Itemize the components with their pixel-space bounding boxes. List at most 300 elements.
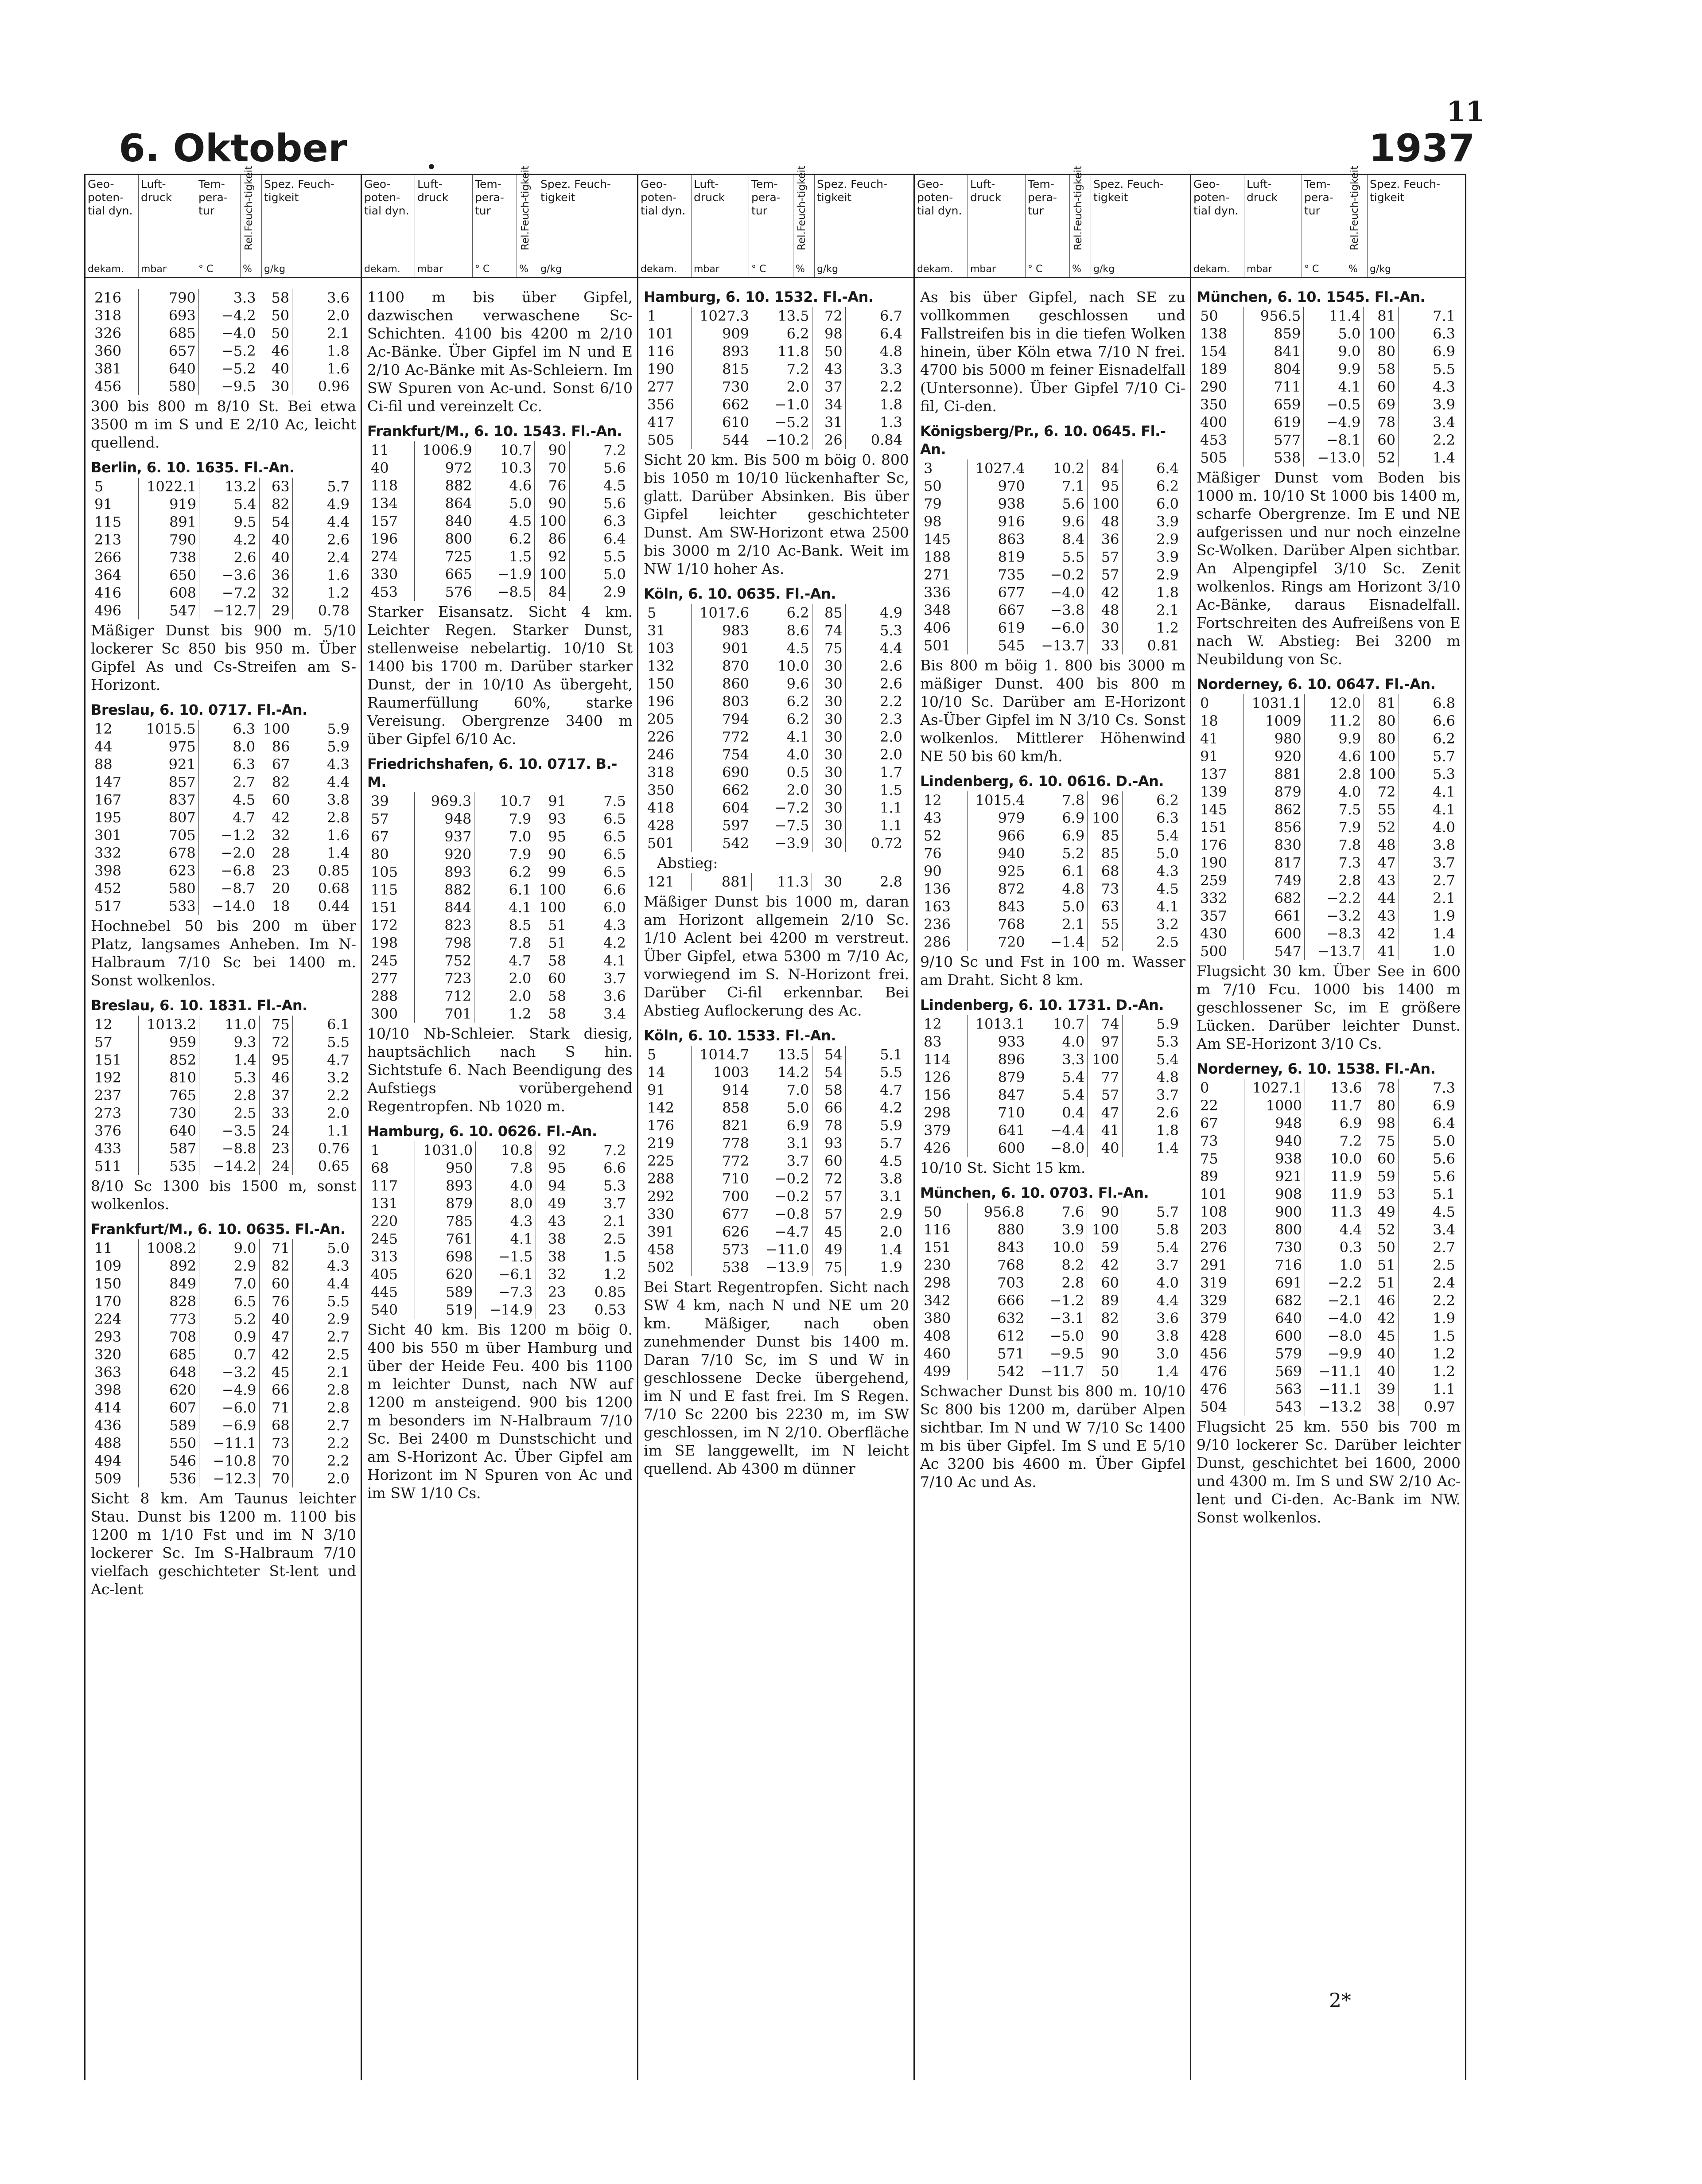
table-cell: 4.7 — [198, 809, 258, 826]
table-cell: −6.9 — [199, 1417, 259, 1434]
table-row — [91, 531, 352, 549]
table-cell: 4.5 — [845, 1152, 905, 1170]
table-cell: 286 — [924, 934, 951, 950]
table-cell: 5.1 — [845, 1046, 905, 1063]
descent-label: Abstieg: — [657, 854, 718, 872]
table-cell: 67 — [258, 755, 293, 773]
table-row — [91, 1399, 352, 1417]
table-cell: 940 — [967, 845, 1028, 862]
table-cell: 47 — [1088, 1104, 1122, 1121]
header-unit: ° C — [1028, 264, 1043, 275]
table-cell: −8.7 — [198, 880, 258, 897]
table-cell: 7.3 — [1398, 1079, 1458, 1097]
table-row — [91, 324, 352, 342]
table-cell: 121 — [647, 873, 675, 890]
table-cell: 196 — [371, 530, 398, 547]
table-cell: 90 — [1087, 1327, 1122, 1345]
table-cell: 4.0 — [752, 746, 812, 763]
table-cell: 893 — [415, 1177, 476, 1195]
table-row — [1197, 1309, 1458, 1327]
header-spez-feuchtigkeit — [538, 175, 637, 277]
table-cell: 89 — [1087, 1292, 1122, 1309]
header-geopotential — [1191, 175, 1244, 277]
table-cell: 2.7 — [1399, 872, 1458, 889]
table-row — [1197, 360, 1458, 378]
table-cell: 189 — [1200, 361, 1228, 378]
header-unit: mbar — [417, 264, 443, 275]
table-cell: 220 — [371, 1213, 398, 1230]
table-cell: −3.2 — [1304, 907, 1364, 925]
table-cell: 1.9 — [1398, 1309, 1458, 1327]
table-cell: −3.9 — [752, 834, 812, 852]
table-cell: 326 — [94, 325, 122, 342]
table-cell: 60 — [1087, 1274, 1122, 1292]
sounding-table — [920, 1015, 1181, 1157]
table-cell: 2.8 — [292, 1399, 352, 1417]
station-heading: Breslau, 6. 10. 1831. Fl.-An. — [91, 997, 307, 1014]
table-cell: −2.1 — [1305, 1292, 1365, 1309]
table-cell: 4.5 — [569, 477, 629, 494]
header-temperatur — [749, 175, 793, 277]
table-cell: 600 — [1244, 1327, 1305, 1345]
table-cell: 30 — [812, 834, 845, 852]
table-cell: 8.6 — [752, 622, 812, 639]
table-row — [1197, 1150, 1458, 1168]
table-cell: 101 — [1200, 1186, 1228, 1203]
table-row — [367, 1195, 629, 1212]
table-row — [91, 1292, 352, 1310]
table-cell: 30 — [812, 746, 845, 763]
table-cell: 42 — [259, 1346, 292, 1363]
table-cell: −3.6 — [199, 566, 259, 584]
table-cell: 620 — [415, 1265, 476, 1283]
table-cell: 667 — [967, 601, 1028, 619]
table-cell: 920 — [1243, 747, 1304, 765]
remarks-text: 8/10 Sc 1300 bis 1500 m, sonst wolkenlos. — [91, 1177, 356, 1213]
table-cell: 677 — [691, 1205, 752, 1223]
table-cell: 13.5 — [752, 1046, 812, 1063]
table-cell: 2.6 — [1122, 1104, 1181, 1121]
table-cell: 4.0 — [1304, 783, 1364, 801]
table-cell: 6.6 — [569, 1159, 629, 1177]
table-cell: 1013.1 — [967, 1015, 1028, 1033]
table-cell: 11.7 — [1305, 1097, 1365, 1114]
table-cell: 53 — [1365, 1185, 1398, 1203]
header-luftdruck — [415, 175, 473, 277]
table-cell: 980 — [1243, 730, 1304, 747]
table-cell: 0.72 — [845, 834, 905, 852]
table-cell: 563 — [1244, 1380, 1305, 1398]
table-cell: 11.9 — [1305, 1185, 1365, 1203]
table-cell: 85 — [1088, 827, 1122, 845]
table-row — [1197, 449, 1458, 467]
table-cell: 661 — [1243, 907, 1304, 925]
table-cell: 145 — [924, 531, 951, 548]
table-row — [91, 566, 352, 584]
table-cell: 74 — [812, 622, 845, 639]
table-cell: 43 — [536, 1212, 569, 1230]
header-label: Spez. Feuch-tigkeit — [817, 178, 887, 204]
table-cell: 292 — [647, 1188, 675, 1205]
table-cell: −13.0 — [1304, 449, 1364, 467]
table-row — [1197, 1185, 1458, 1203]
table-cell: 538 — [1244, 449, 1304, 467]
table-row — [920, 477, 1181, 495]
table-cell: 100 — [534, 899, 569, 916]
table-cell: 914 — [691, 1081, 752, 1099]
table-cell: 4.2 — [199, 531, 259, 549]
table-cell: 1027.3 — [691, 307, 752, 325]
table-cell: 690 — [691, 763, 752, 781]
remarks-text: 1100 m bis über Gipfel, dazwischen verwaschene Sc-Schichten. 4100 bis 4200 m 2/10 Ac-Bänke. Über Gipfel im N und E 2/10 Ac-Bänke mit As-Schleiern. Im SW Spuren von Ac-und. Sonst 6/10 Ci-fil und vereinzelt Cc. — [367, 288, 633, 415]
table-row — [1197, 765, 1458, 783]
column-header — [362, 165, 637, 278]
table-cell: 773 — [138, 1310, 199, 1328]
table-cell: 90 — [1087, 1203, 1122, 1221]
table-row — [91, 720, 352, 738]
table-cell: 0 — [1200, 695, 1209, 712]
table-row — [367, 1283, 629, 1301]
table-cell: 1.1 — [845, 817, 905, 834]
sounding-table — [367, 792, 629, 1023]
sounding-table — [644, 873, 905, 891]
table-cell: 1.4 — [845, 1241, 905, 1258]
table-row — [644, 604, 905, 622]
table-cell: 13.5 — [752, 307, 812, 325]
table-cell: 817 — [1243, 854, 1304, 872]
table-cell: 154 — [1200, 343, 1228, 360]
table-cell: 23 — [536, 1301, 569, 1319]
table-row — [91, 791, 352, 809]
table-cell: 72 — [259, 1033, 292, 1051]
table-cell: 82 — [258, 773, 293, 791]
table-cell: 6.2 — [474, 863, 534, 881]
table-cell: 7.8 — [474, 934, 534, 952]
table-cell: 137 — [1200, 766, 1228, 783]
table-cell: 712 — [415, 987, 474, 1005]
table-cell: 30 — [812, 710, 845, 728]
table-cell: 550 — [138, 1434, 199, 1452]
table-cell: −12.3 — [199, 1470, 259, 1487]
remarks-text: Mäßiger Dunst bis 900 m. 5/10 lockerer Sc 850 bis 950 m. Über Gipfel As und Cs-Streifen am S-Horizont. — [91, 622, 356, 693]
table-cell: 58 — [259, 289, 292, 307]
table-cell: 416 — [94, 584, 122, 601]
header-unit: dekam. — [917, 264, 953, 275]
table-cell: 33 — [259, 1104, 292, 1122]
table-cell: 60 — [1365, 1150, 1398, 1168]
table-cell: 52 — [1365, 1221, 1398, 1238]
table-cell: 1.7 — [845, 763, 905, 781]
header-label: Rel.Feuch-tigkeit — [243, 165, 255, 250]
table-cell: 2.7 — [1398, 1238, 1458, 1256]
table-cell: −6.8 — [198, 862, 258, 880]
table-cell: 205 — [647, 711, 675, 728]
table-row — [1197, 1203, 1458, 1221]
table-row — [920, 791, 1181, 809]
table-cell: 2.2 — [845, 378, 905, 396]
table-cell: 891 — [138, 513, 199, 531]
table-cell: 116 — [647, 343, 675, 360]
table-row — [644, 799, 905, 817]
table-row — [1197, 1114, 1458, 1132]
table-cell: 0.3 — [1305, 1238, 1365, 1256]
column-body — [85, 278, 361, 1598]
sounding-table — [644, 307, 905, 449]
table-cell: 3.9 — [1122, 513, 1181, 530]
table-cell: 768 — [967, 915, 1028, 933]
table-row — [920, 1139, 1181, 1157]
table-cell: 6.4 — [1398, 1114, 1458, 1132]
table-row — [91, 738, 352, 755]
table-cell: 856 — [1243, 818, 1304, 836]
table-cell: 100 — [1088, 1051, 1122, 1068]
table-cell: 970 — [967, 477, 1028, 495]
table-cell: 666 — [968, 1292, 1027, 1309]
table-row — [91, 809, 352, 826]
table-cell: 277 — [371, 970, 398, 987]
table-cell: 100 — [258, 720, 293, 738]
table-cell: 735 — [967, 566, 1028, 584]
table-cell: 828 — [138, 1292, 199, 1310]
sounding-table — [644, 1046, 905, 1276]
header-geopotential — [85, 175, 139, 277]
table-cell: 167 — [94, 791, 122, 808]
sounding-table — [920, 459, 1181, 654]
table-cell: 916 — [967, 513, 1028, 530]
table-cell: 6.9 — [1398, 343, 1458, 360]
header-unit: dekam. — [1193, 264, 1230, 275]
table-cell: 1.4 — [1122, 1139, 1181, 1157]
table-cell: 0.68 — [293, 880, 352, 897]
table-cell: 198 — [371, 934, 398, 951]
table-cell: 115 — [371, 881, 398, 898]
table-cell: 3.9 — [1398, 396, 1458, 413]
table-cell: 966 — [967, 827, 1028, 845]
table-cell: 376 — [94, 1122, 122, 1139]
table-cell: 115 — [94, 514, 122, 530]
table-cell: 4.1 — [1399, 783, 1458, 801]
table-cell: 1015.5 — [138, 720, 198, 738]
table-cell: −6.0 — [199, 1399, 259, 1417]
table-cell: 301 — [94, 827, 122, 844]
table-cell: 7.0 — [199, 1275, 259, 1292]
table-cell: 460 — [924, 1345, 951, 1362]
table-cell: 90 — [1087, 1345, 1122, 1363]
table-cell: −6.0 — [1028, 619, 1088, 637]
table-cell: −8.8 — [199, 1140, 259, 1157]
table-cell: 5.3 — [1399, 765, 1458, 783]
table-cell: 2.1 — [1399, 889, 1458, 907]
table-cell: 785 — [415, 1212, 476, 1230]
table-cell: 91 — [534, 792, 569, 810]
table-cell: −13.2 — [1305, 1398, 1365, 1416]
table-cell: 1.8 — [1122, 584, 1181, 601]
header-rel-feuchtigkeit — [793, 165, 815, 277]
header-geopotential — [638, 175, 692, 277]
table-cell: 1.3 — [845, 413, 905, 431]
data-columns — [84, 165, 1466, 2080]
table-cell: 488 — [94, 1435, 122, 1452]
header-temperatur — [473, 175, 517, 277]
table-row — [920, 1345, 1181, 1363]
table-cell: 76 — [924, 845, 942, 862]
table-cell: 68 — [1088, 862, 1122, 880]
table-cell: 176 — [1200, 837, 1228, 853]
table-cell: 348 — [924, 602, 951, 619]
table-row — [644, 657, 905, 675]
table-cell: 730 — [1244, 1238, 1305, 1256]
table-row — [644, 1205, 905, 1223]
table-cell: 3.9 — [1122, 548, 1181, 566]
table-cell: 99 — [534, 863, 569, 881]
table-cell: 870 — [691, 657, 752, 675]
header-label: Spez. Feuch-tigkeit — [264, 178, 334, 204]
table-cell: 4.4 — [1305, 1221, 1365, 1238]
table-cell: 772 — [691, 728, 752, 746]
table-cell: 196 — [647, 693, 675, 710]
table-cell: 662 — [691, 781, 752, 799]
table-cell: 4.6 — [1304, 747, 1364, 765]
table-cell: 5.5 — [1028, 548, 1088, 566]
column-header — [915, 165, 1190, 278]
table-row — [644, 1134, 905, 1152]
table-cell: 433 — [94, 1140, 122, 1157]
remarks-text: Bis 800 m böig 1. 800 bis 3000 m mäßiger Dunst. 400 bis 800 m 10/10 Sc. Darüber am E-Horizont As-Über Gipfel im N 3/10 Cs. Sonst wolkenlos. Mittlerer Höhenwind NE 50 bis 60 km/h. — [920, 657, 1185, 765]
table-cell: 277 — [647, 378, 675, 395]
table-cell: 610 — [691, 413, 752, 431]
table-cell: 40 — [259, 1310, 292, 1328]
table-cell: 91 — [647, 1082, 665, 1098]
table-cell: 546 — [138, 1452, 199, 1470]
table-cell: −1.9 — [475, 565, 535, 583]
table-cell: 623 — [138, 862, 198, 880]
table-cell: 5.0 — [752, 1099, 812, 1117]
table-cell: 5.0 — [1028, 898, 1088, 915]
table-cell: 723 — [415, 969, 474, 987]
table-cell: 1.2 — [1122, 619, 1181, 637]
table-cell: 86 — [535, 530, 569, 548]
table-cell: 398 — [94, 862, 122, 879]
table-cell: 77 — [1088, 1068, 1122, 1086]
table-cell: 511 — [94, 1158, 122, 1175]
station-heading: Norderney, 6. 10. 1538. Fl.-An. — [1197, 1060, 1436, 1077]
table-row — [367, 441, 629, 459]
table-cell: 505 — [1200, 449, 1228, 466]
table-cell: 800 — [414, 530, 475, 548]
table-cell: −8.5 — [475, 583, 535, 601]
table-cell: 336 — [924, 584, 951, 601]
table-cell: 858 — [691, 1099, 752, 1117]
table-cell: 32 — [258, 826, 293, 844]
table-cell: 6.5 — [569, 863, 629, 881]
table-cell: 1.1 — [845, 799, 905, 817]
table-cell: 533 — [138, 897, 198, 915]
table-cell: 589 — [415, 1283, 476, 1301]
table-cell: 0.65 — [292, 1157, 352, 1175]
table-cell: 843 — [967, 898, 1028, 915]
table-cell: −7.2 — [752, 799, 812, 817]
table-row — [91, 1122, 352, 1140]
table-cell: 975 — [138, 738, 198, 755]
table-cell: 75 — [812, 639, 845, 657]
remarks-text: Sicht 8 km. Am Taunus leichter Stau. Dunst bis 1200 m. 1100 bis 1200 m 1/10 Fst und im N 3/10 lockerer Sc. Im S-Halbraum 7/10 vielfach geschichteter St-lent und Ac-lent — [91, 1490, 356, 1598]
table-cell: 5.0 — [1398, 1132, 1458, 1150]
table-cell: 76 — [535, 477, 569, 494]
table-cell: 50 — [1200, 308, 1218, 324]
table-row — [1197, 712, 1458, 730]
table-row — [91, 307, 352, 324]
table-cell: 3.7 — [569, 969, 629, 987]
table-cell: 810 — [138, 1069, 199, 1086]
table-row — [644, 746, 905, 763]
table-cell: 2.5 — [199, 1104, 259, 1122]
table-cell: 73 — [1088, 880, 1122, 898]
table-row — [367, 459, 629, 477]
table-cell: 650 — [138, 566, 199, 584]
table-cell: 2.7 — [292, 1417, 352, 1434]
table-cell: 48 — [1364, 836, 1399, 854]
table-cell: 5.9 — [293, 720, 352, 738]
table-cell: 6.9 — [1028, 809, 1088, 827]
table-cell: 203 — [1200, 1221, 1228, 1238]
table-row — [644, 675, 905, 693]
table-cell: 0.7 — [199, 1346, 259, 1363]
table-cell: 11.3 — [1305, 1203, 1365, 1221]
table-cell: 50 — [812, 343, 845, 360]
table-cell: 4.1 — [752, 728, 812, 746]
table-cell: 2.0 — [474, 969, 534, 987]
table-cell: 4.5 — [1398, 1203, 1458, 1221]
table-cell: 6.2 — [752, 710, 812, 728]
table-cell: −4.0 — [1028, 584, 1088, 601]
table-cell: 778 — [691, 1134, 752, 1152]
table-cell: 60 — [1364, 431, 1399, 449]
table-cell: 5.2 — [1028, 845, 1088, 862]
table-cell: 11.4 — [1304, 307, 1364, 325]
table-row — [920, 459, 1181, 477]
table-cell: −8.1 — [1304, 431, 1364, 449]
table-cell: 30 — [812, 817, 845, 834]
table-cell: 138 — [1200, 325, 1228, 342]
table-row — [367, 494, 629, 512]
table-cell: 298 — [924, 1104, 951, 1121]
table-cell: 716 — [1244, 1256, 1305, 1274]
table-cell: 864 — [414, 494, 475, 512]
table-cell: 761 — [415, 1230, 476, 1248]
table-cell: −1.4 — [1028, 933, 1088, 951]
table-cell: 18 — [258, 897, 293, 915]
table-cell: 36 — [1088, 530, 1122, 548]
table-cell: 342 — [924, 1292, 951, 1309]
table-cell: 752 — [415, 952, 474, 969]
header-rel-feuchtigkeit — [241, 165, 262, 277]
station-heading: München, 6. 10. 1545. Fl.-An. — [1197, 288, 1426, 305]
table-cell: 288 — [371, 988, 398, 1004]
table-cell: 2.1 — [292, 324, 352, 342]
table-row — [920, 1274, 1181, 1292]
table-cell: 0.9 — [199, 1328, 259, 1346]
table-cell: 100 — [1364, 325, 1399, 343]
table-cell: 1.4 — [293, 844, 352, 862]
table-row — [644, 343, 905, 360]
table-row — [91, 549, 352, 566]
table-cell: 859 — [1244, 325, 1304, 343]
table-cell: 2.4 — [1398, 1274, 1458, 1292]
sounding-table — [91, 1239, 352, 1487]
table-cell: 30 — [812, 728, 845, 746]
sounding-table — [1197, 307, 1458, 467]
table-cell: 3.4 — [569, 1005, 629, 1023]
